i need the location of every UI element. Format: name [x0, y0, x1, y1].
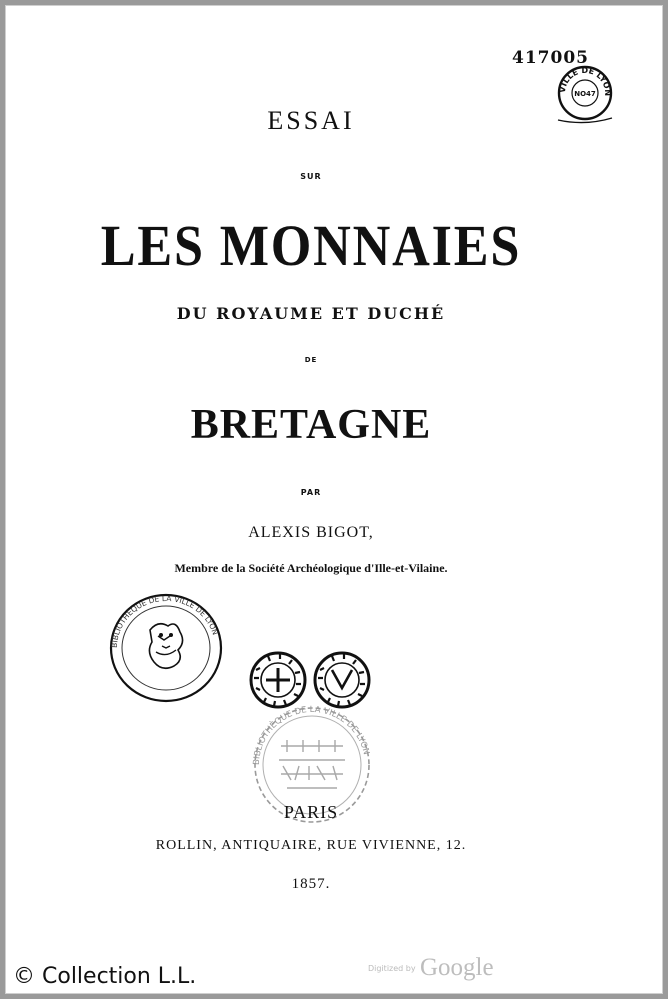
byline-par: PAR — [300, 488, 322, 497]
digitized-by-label: Digitized by — [368, 964, 416, 973]
lion-emblem-icon — [149, 624, 182, 669]
left-library-seal — [106, 590, 226, 706]
shelfmark-number: 417005 — [512, 48, 589, 68]
author-affiliation: Membre de la Société Archéologique d'Ille-et-Vilaine. — [174, 561, 448, 575]
title-page — [5, 5, 663, 994]
collection-copyright: © Collection L.L. — [13, 964, 197, 989]
title-de: DE — [304, 356, 318, 364]
author-name: ALEXIS BIGOT, — [248, 524, 374, 541]
top-right-stamp-center: NO47 — [574, 90, 596, 98]
coin-pair — [246, 648, 374, 712]
top-right-stamp-text: VILLE DE LYON — [557, 65, 613, 97]
title-essai: ESSAI — [267, 106, 355, 135]
imprint-city: PARIS — [283, 802, 339, 822]
main-title: LES MONNAIES — [100, 213, 522, 278]
coin-obverse-icon — [251, 653, 305, 707]
imprint-year: 1857. — [291, 876, 331, 892]
title-sur: SUR — [300, 172, 322, 181]
left-seal-text: BIBLIOTHÈQUE DE LA VILLE DE LYON — [109, 593, 220, 649]
title-bretagne: BRETAGNE — [190, 402, 432, 448]
svg-text:BIBLIOTHÈQUE DE LA VILLE DE LY — [252, 705, 371, 765]
subtitle: DU ROYAUME ET DUCHÉ — [176, 304, 446, 323]
imprint-publisher: ROLLIN, ANTIQUAIRE, RUE VIVIENNE, 12. — [155, 838, 467, 853]
library-stamp-lines — [279, 740, 345, 788]
coin-reverse-icon — [315, 653, 369, 707]
google-watermark: Google — [420, 954, 494, 981]
library-stamp-text: BIBLIOTHÈQUE DE LA VILLE DE LYON — [251, 704, 371, 766]
